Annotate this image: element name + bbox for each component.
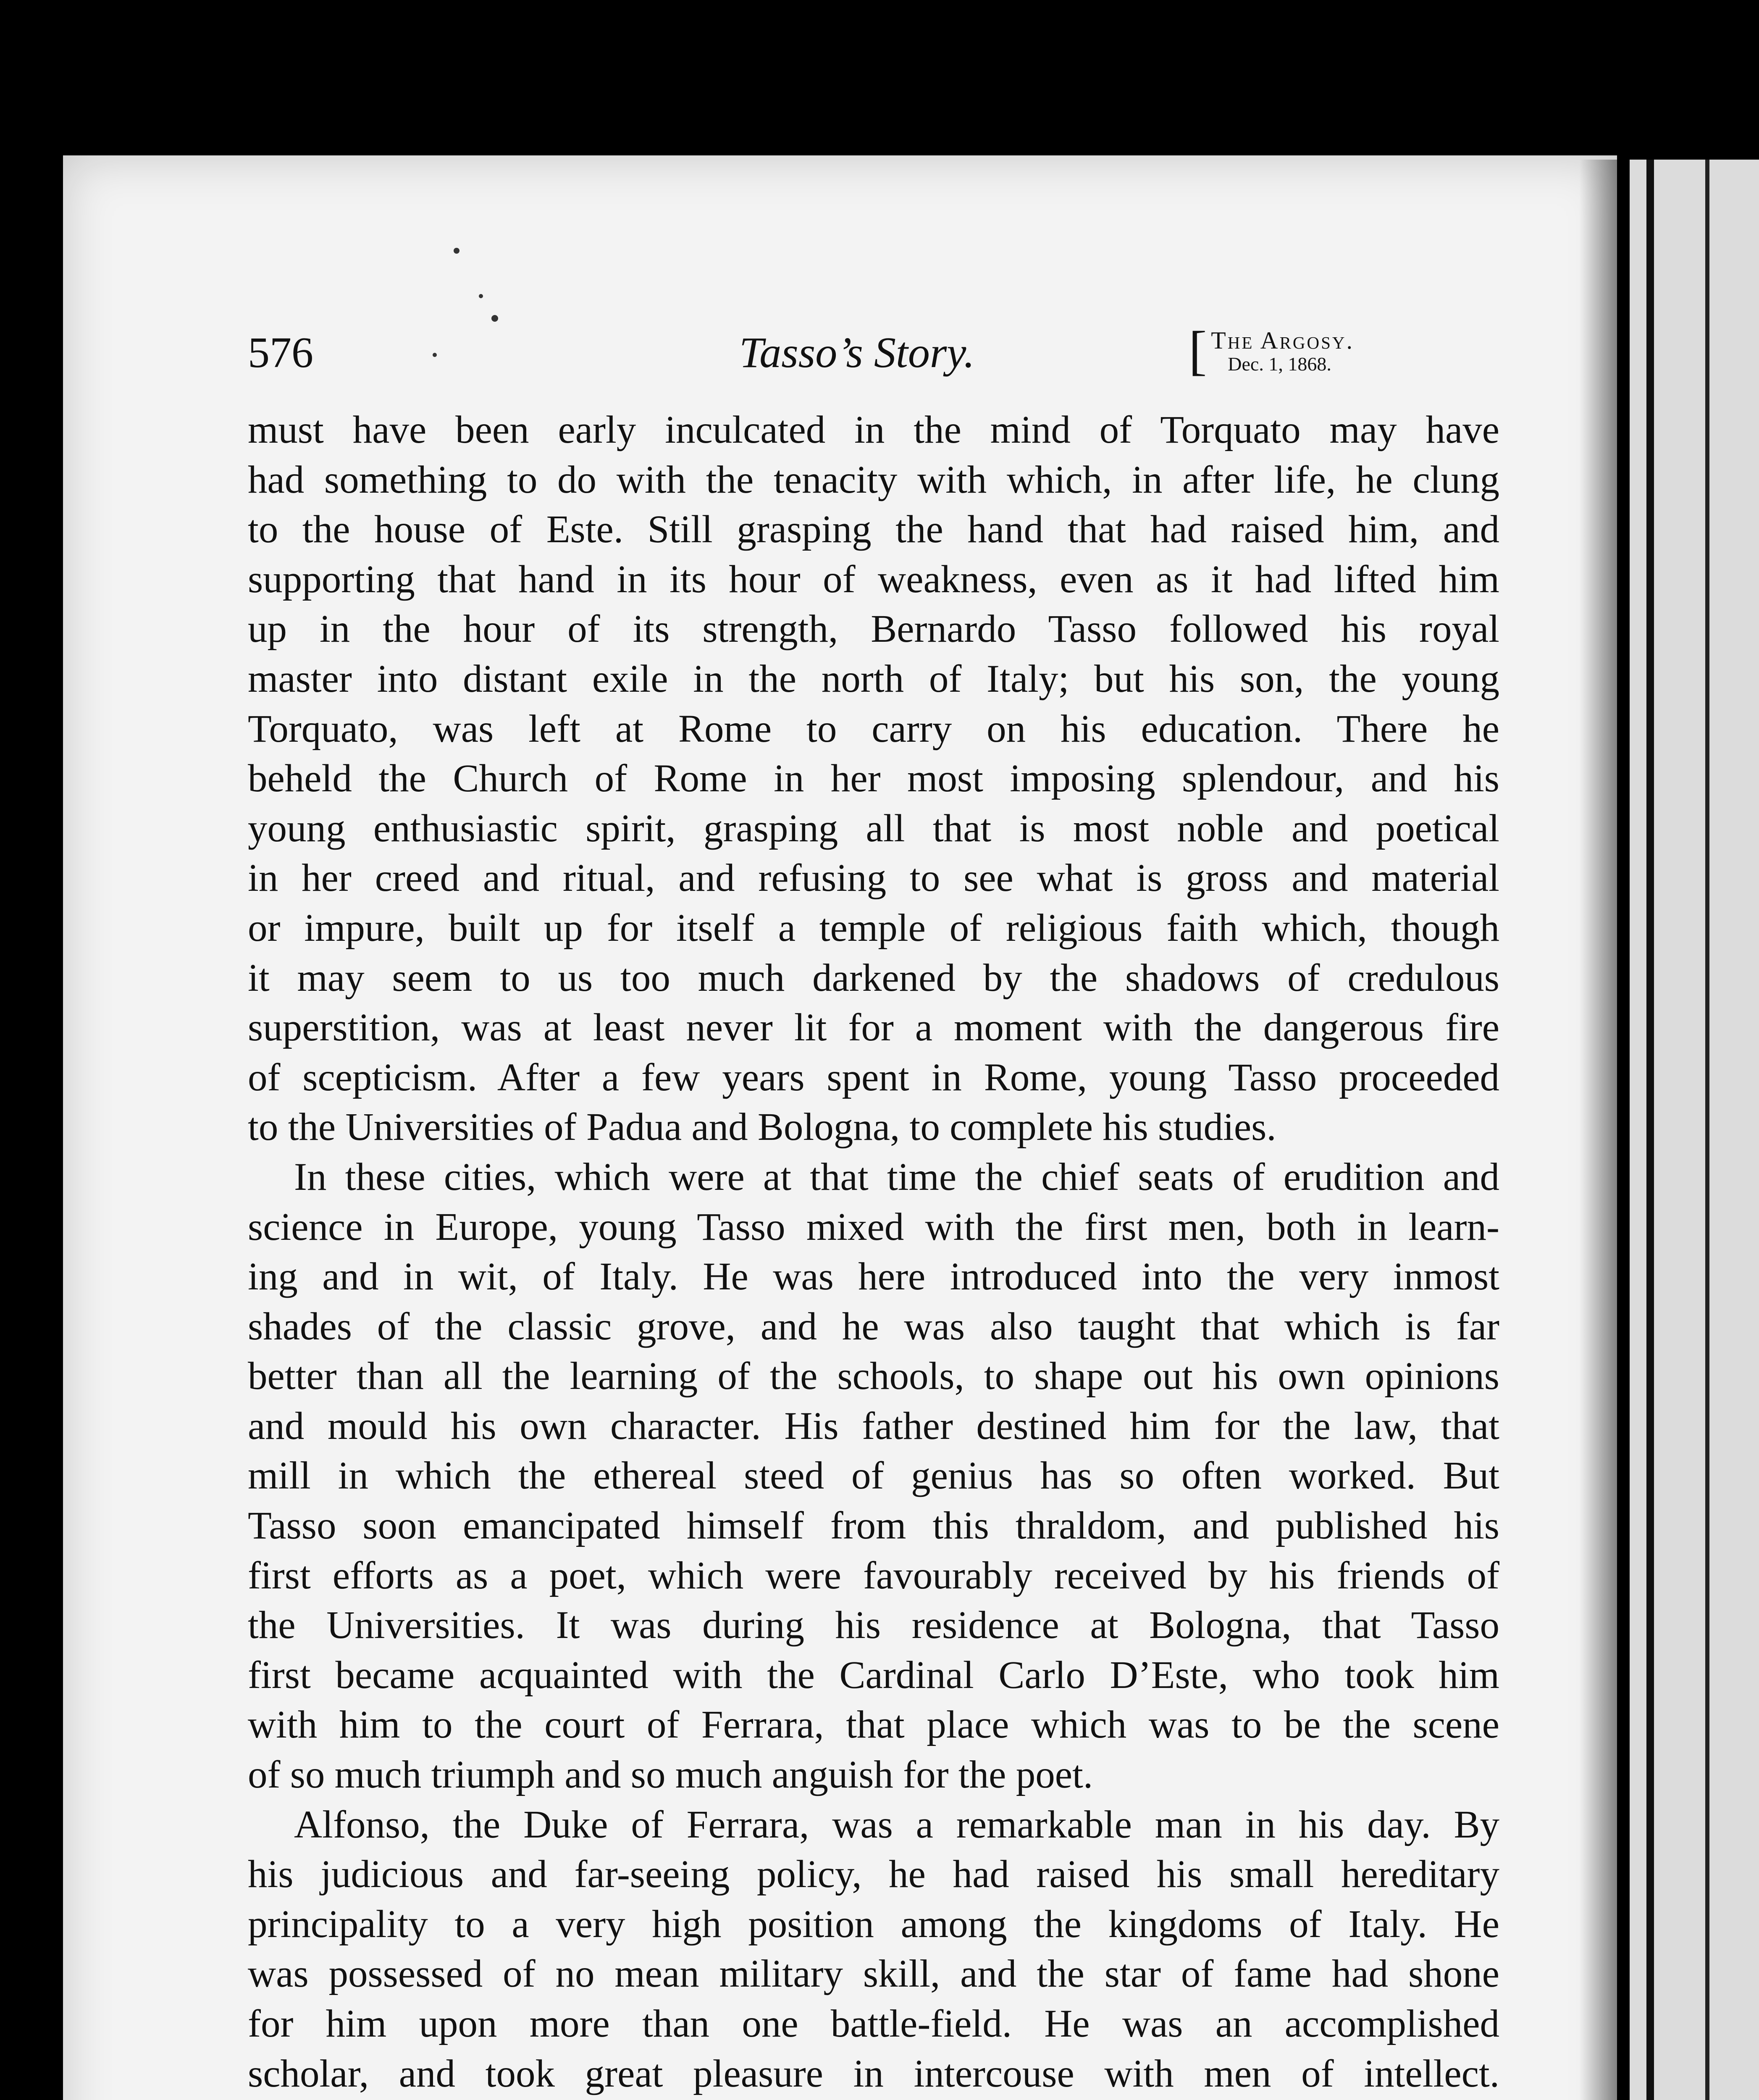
- text-line: shades of the classic grove, and he was also taught that which is far: [248, 1305, 1499, 1348]
- journal-name: The Argosy.: [1211, 327, 1355, 354]
- text-line: Torquato, was left at Rome to carry on his education. There he: [248, 707, 1499, 751]
- text-line: first efforts as a poet, which were favourably received by his friends of: [248, 1554, 1499, 1597]
- page-number: 576: [248, 328, 313, 377]
- spine-shadow: [1579, 160, 1630, 2100]
- text-line: and mould his own character. His father destined him for the law, that: [248, 1404, 1499, 1448]
- text-line: better than all the learning of the schools, to shape out his own opinions: [248, 1354, 1499, 1398]
- running-title: Tasso’s Story.: [739, 328, 975, 377]
- text-line: to the house of Este. Still grasping the hand that had raised him, and: [248, 508, 1499, 551]
- text-line: to the Universities of Padua and Bologna, to complete his studies.: [248, 1105, 1276, 1149]
- text-line: master into distant exile in the north of Italy; but his son, the young: [248, 657, 1499, 701]
- article-body: [248, 405, 1499, 2100]
- paragraph: [248, 405, 1499, 1152]
- page-header: [248, 320, 1499, 386]
- text-line: or impure, built up for itself a temple of religious faith which, though: [248, 906, 1499, 950]
- text-line: must have been early inculcated in the mind of Torquato may have: [248, 408, 1499, 452]
- text-line: his judicious and far-seeing policy, he had raised his small hereditary: [248, 1853, 1499, 1896]
- text-line: science in Europe, young Tasso mixed with the first men, both in learn-: [248, 1205, 1499, 1249]
- paragraph: [248, 1152, 1499, 1800]
- text-line: beheld the Church of Rome in her most imposing splendour, and his: [248, 757, 1499, 801]
- paper-speck: [491, 315, 498, 322]
- text-line: mill in which the ethereal steed of genius has so often worked. But: [248, 1454, 1499, 1498]
- text-line: up in the hour of its strength, Bernardo Tasso followed his royal: [248, 607, 1499, 651]
- text-line: was possessed of no mean military skill, and the star of fame had shone: [248, 1952, 1499, 1996]
- text-line: ing and in wit, of Italy. He was here introduced into the very inmost: [248, 1255, 1499, 1299]
- paper-speck: [479, 294, 483, 298]
- facing-page-edge: [1630, 160, 1759, 2100]
- text-line: first became acquainted with the Cardinal Carlo D’Este, who took him: [248, 1653, 1499, 1697]
- text-line: in her creed and ritual, and refusing to see what is gross and material: [248, 856, 1499, 900]
- page-fold-line: [1705, 160, 1709, 2100]
- text-line: principality to a very high position among the kingdoms of Italy. He: [248, 1902, 1499, 1946]
- source-reference: [1189, 320, 1355, 381]
- text-line: superstition, was at least never lit for a moment with the dangerous fire: [248, 1006, 1499, 1050]
- text-line: of scepticism. After a few years spent in Rome, young Tasso proceeded: [248, 1055, 1499, 1099]
- source-bracket: [: [1189, 320, 1207, 381]
- issue-date: Dec. 1, 1868.: [1228, 353, 1331, 375]
- text-line: Tasso soon emancipated himself from this thraldom, and published his: [248, 1504, 1499, 1548]
- text-line: for him upon more than one battle-field. He was an accomplished: [248, 2002, 1499, 2045]
- text-line: supporting that hand in its hour of weakness, even as it had lifted him: [248, 557, 1499, 601]
- text-line: had something to do with the tenacity with which, in after life, he clung: [248, 458, 1499, 501]
- paper-speck: [454, 248, 459, 254]
- text-line: scholar, and took great pleasure in intercouse with men of intellect.: [248, 2052, 1499, 2095]
- text-line: young enthusiastic spirit, grasping all that is most noble and poetical: [248, 806, 1499, 850]
- page-fold-line: [1646, 160, 1654, 2100]
- text-line: Alfonso, the Duke of Ferrara, was a remarkable man in his day. By: [294, 1803, 1499, 1846]
- text-line: the Universities. It was during his residence at Bologna, that Tasso: [248, 1604, 1499, 1647]
- text-line: of so much triumph and so much anguish for the poet.: [248, 1753, 1093, 1797]
- paragraph: [248, 1800, 1499, 2100]
- text-line: with him to the court of Ferrara, that place which was to be the scene: [248, 1703, 1499, 1747]
- text-line: it may seem to us too much darkened by the shadows of credulous: [248, 956, 1499, 1000]
- text-line: In these cities, which were at that time the chief seats of erudition and: [294, 1155, 1499, 1199]
